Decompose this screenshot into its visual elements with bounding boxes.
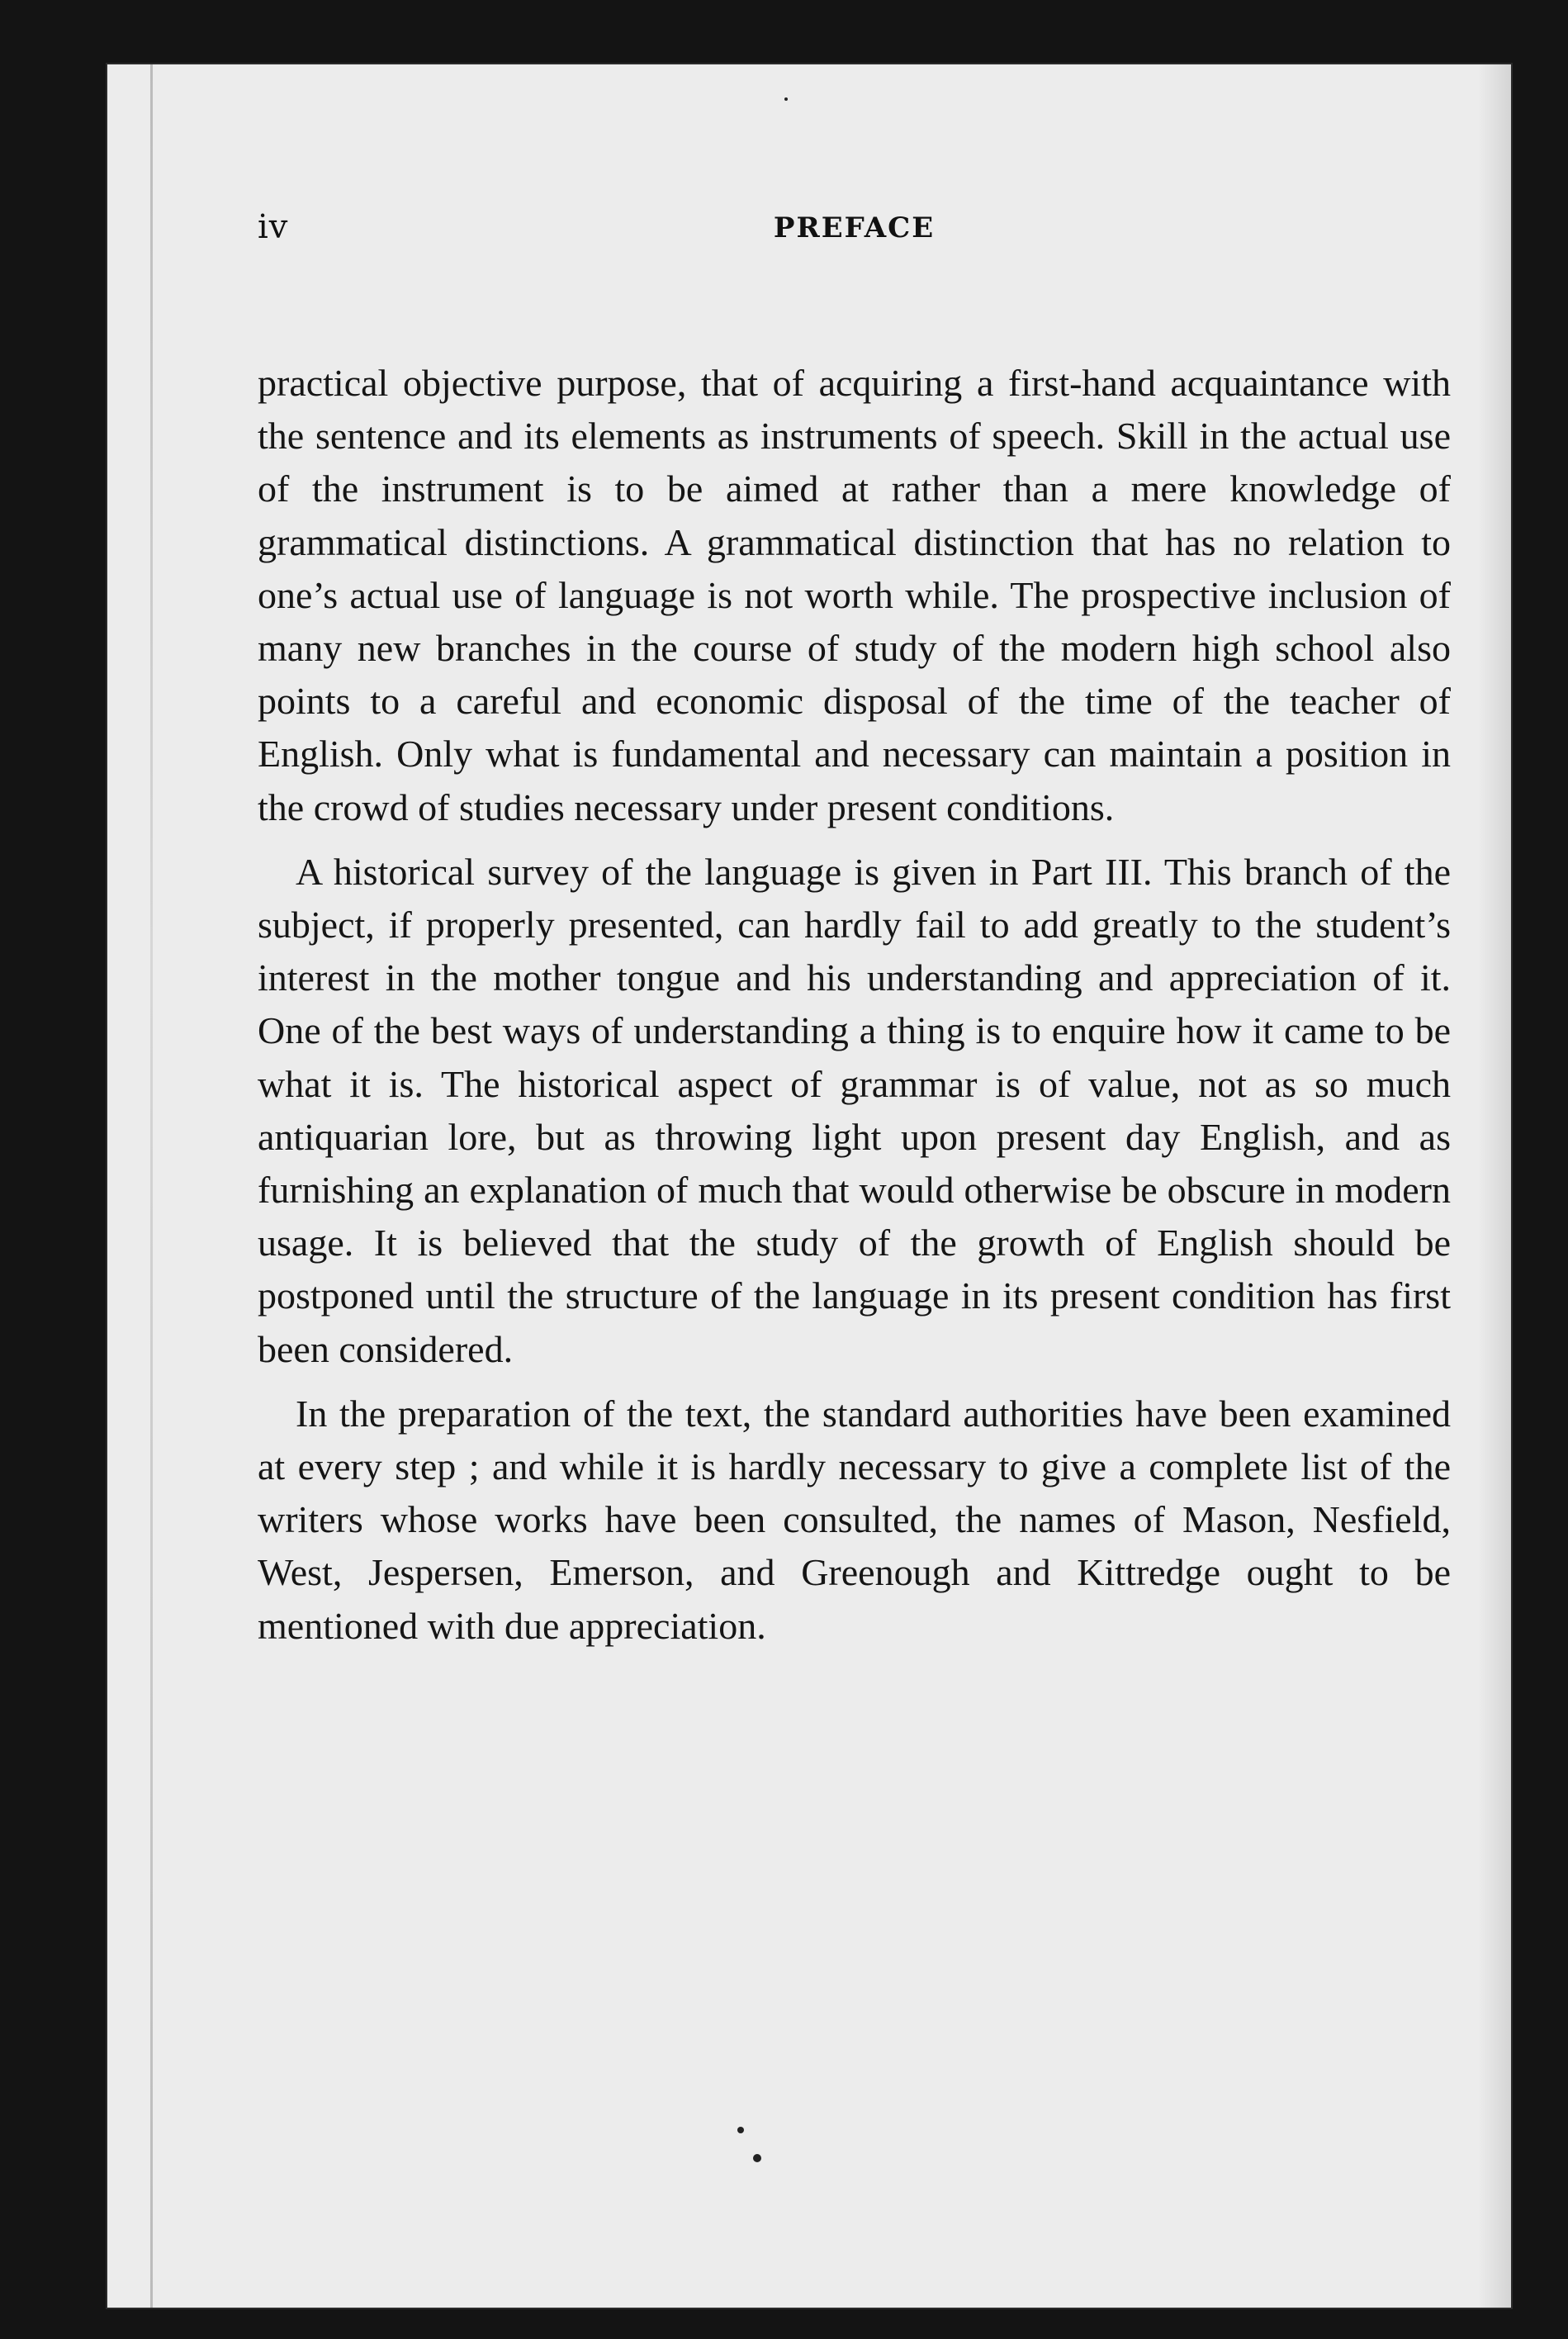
- ink-speck: [784, 97, 788, 101]
- page-edge-shadow: [1478, 64, 1511, 2308]
- paragraph-preparation: In the preparation of the text, the standard authorities have been examined at every step ; and while it is hardly necessary to give a complete list of the writers whose works have been consulted, the names of Mason, Nesfield, West, Jespersen, Emerson, and Greenough and Kittredge ought to be mentioned with due appreciation.: [258, 1392, 1451, 1647]
- paragraph-continuation: practical objective purpose, that of acquiring a first-hand acquaintance with the sentence and its elements as instruments of speech. Skill in the actual use of the instrument is to be aimed at rather than a mere knowledge of grammatical distinctions. A grammatical distinction that has no relation to one’s actual use of language is not worth while. The prospective inclusion of many new branches in the course of study of the modern high school also points to a careful and economic disposal of the time of the teacher of English. Only what is fundamental and necessary can maintain a position in the crowd of studies necessary under present conditions.: [258, 362, 1451, 828]
- running-title: PREFACE: [773, 211, 936, 244]
- ink-speck: [737, 2127, 744, 2133]
- ink-speck: [753, 2154, 761, 2162]
- page-header: [258, 208, 1451, 258]
- preface-body: [258, 357, 1451, 1653]
- paragraph-historical-survey: A historical survey of the language is given in Part III. This branch of the subject, if properly presented, can hardly fail to add greatly to the student’s interest in the mother tongue and his understanding and appreciation of it. One of the best ways of understanding a thing is to enquire how it came to be what it is. The historical aspect of grammar is of value, not as so much antiquarian lore, but as throwing light upon present day English, and as furnishing an explanation of much that would otherwise be obscure in modern usage. It is believed that the study of the growth of English should be postponed until the structure of the language in its present condition has first been considered.: [258, 850, 1451, 1370]
- page-number: iv: [258, 208, 289, 246]
